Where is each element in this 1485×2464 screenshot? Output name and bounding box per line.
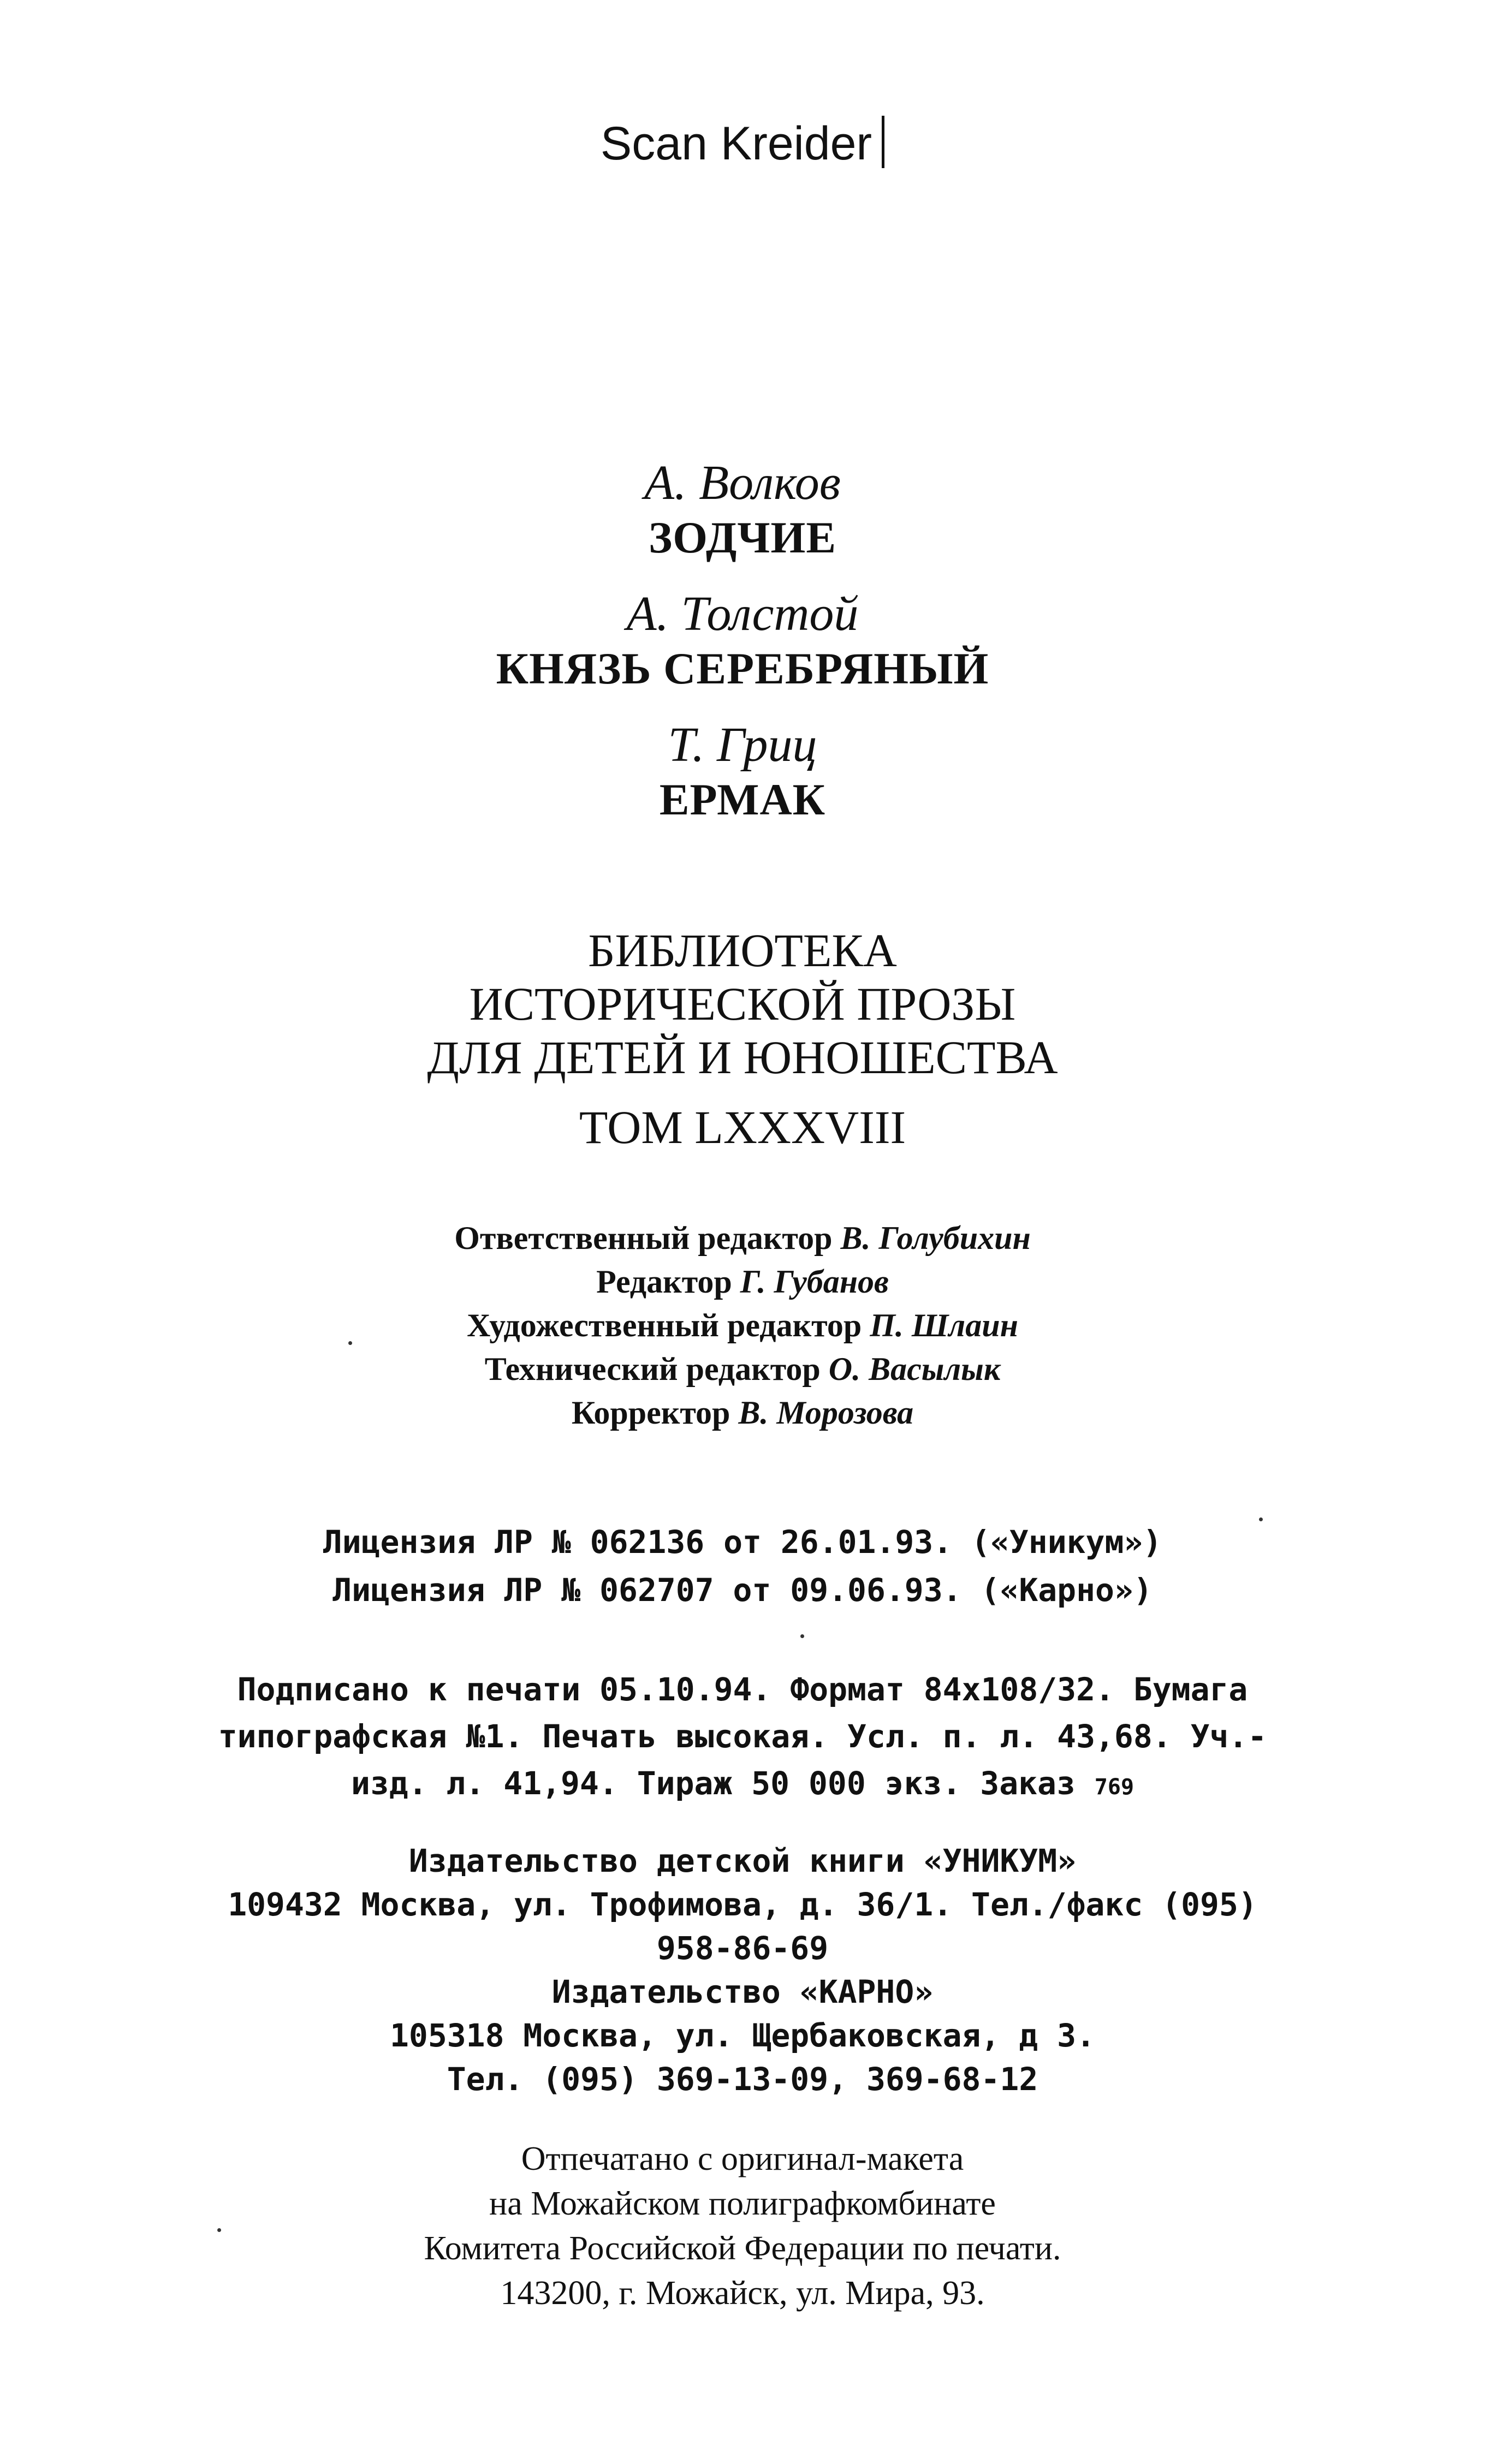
publisher-line-1: Издательство детской книги «УНИКУМ» — [408, 1842, 1077, 1879]
printer-line-2: на Можайском полиграфкомбинате — [489, 2185, 996, 2222]
credit-role: Корректор — [571, 1395, 730, 1431]
publisher-line-3: 958-86-69 — [656, 1930, 829, 1967]
publisher-line-6: Тел. (095) 369-13-09, 369-68-12 — [447, 2061, 1038, 2098]
series-line-3: ДЛЯ ДЕТЕЙ И ЮНОШЕСТВА — [427, 1031, 1058, 1084]
credit-line-1 — [0, 1222, 1485, 1254]
scan-speck — [217, 2228, 221, 2232]
book-author-3: Т. Гриц — [668, 718, 817, 772]
publisher-line-5: 105318 Москва, ул. Щербаковская, д 3. — [389, 2017, 1095, 2054]
scan-label-text: Scan Kreider — [600, 117, 872, 170]
printer-line-1: Отпечатано с оригинал-макета — [521, 2140, 964, 2177]
scan-speck — [348, 1341, 352, 1345]
credit-line-3 — [0, 1309, 1485, 1342]
license-line-2: Лицензия ЛР № 062707 от 09.06.93. («Карно») — [332, 1572, 1153, 1609]
credit-role: Ответственный редактор — [454, 1220, 833, 1256]
series-line-1: БИБЛИОТЕКА — [588, 924, 897, 977]
scan-speck — [1259, 1517, 1263, 1521]
credit-line-2 — [0, 1265, 1485, 1298]
scan-label — [0, 116, 1485, 168]
printer-line-4: 143200, г. Можайск, ул. Мира, 93. — [500, 2275, 985, 2312]
imprint-line-2: типографская №1. Печать высокая. Усл. п. л. 43,68. Уч.- — [218, 1718, 1267, 1755]
series-volume: ТОМ LXXXVIII — [579, 1101, 906, 1153]
imprint-line-3 — [0, 1765, 1485, 1802]
book-author-2: А. Толстой — [626, 587, 859, 641]
publisher-line-2: 109432 Москва, ул. Трофимова, д. 36/1. Тел./факс (095) — [228, 1886, 1257, 1923]
credit-line-5 — [0, 1396, 1485, 1429]
credit-role: Технический редактор — [484, 1351, 821, 1387]
series-line-2: ИСТОРИЧЕСКОЙ ПРОЗЫ — [469, 978, 1016, 1030]
publisher-line-4: Издательство «КАРНО» — [551, 1973, 934, 2010]
book-title-1: ЗОДЧИЕ — [648, 513, 837, 562]
order-number: 769 — [1094, 1775, 1134, 1800]
credit-role: Художественный редактор — [467, 1307, 862, 1343]
credit-name: В. Морозова — [738, 1395, 914, 1431]
credit-name: В. Голубихин — [840, 1220, 1031, 1256]
printer-line-3: Комитета Российской Федерации по печати. — [424, 2230, 1061, 2267]
credit-name: П. Шлаин — [870, 1307, 1018, 1343]
book-title-2: КНЯЗЬ СЕРЕБРЯНЫЙ — [496, 644, 989, 693]
imprint-line-1: Подписано к печати 05.10.94. Формат 84x108/32. Бумага — [237, 1671, 1248, 1708]
scan-speck — [800, 1634, 804, 1638]
credit-line-4 — [0, 1353, 1485, 1385]
license-line-1: Лицензия ЛР № 062136 от 26.01.93. («Уникум») — [323, 1523, 1162, 1561]
credit-role: Редактор — [596, 1264, 732, 1300]
text-cursor-icon — [882, 116, 884, 168]
book-author-1: А. Волков — [644, 456, 841, 510]
imprint-line-3-text: изд. л. 41,94. Тираж 50 000 экз. Заказ — [351, 1765, 1076, 1802]
credit-name: О. Васылык — [828, 1351, 1001, 1387]
book-title-3: ЕРМАК — [659, 775, 826, 824]
credit-name: Г. Губанов — [740, 1264, 889, 1300]
